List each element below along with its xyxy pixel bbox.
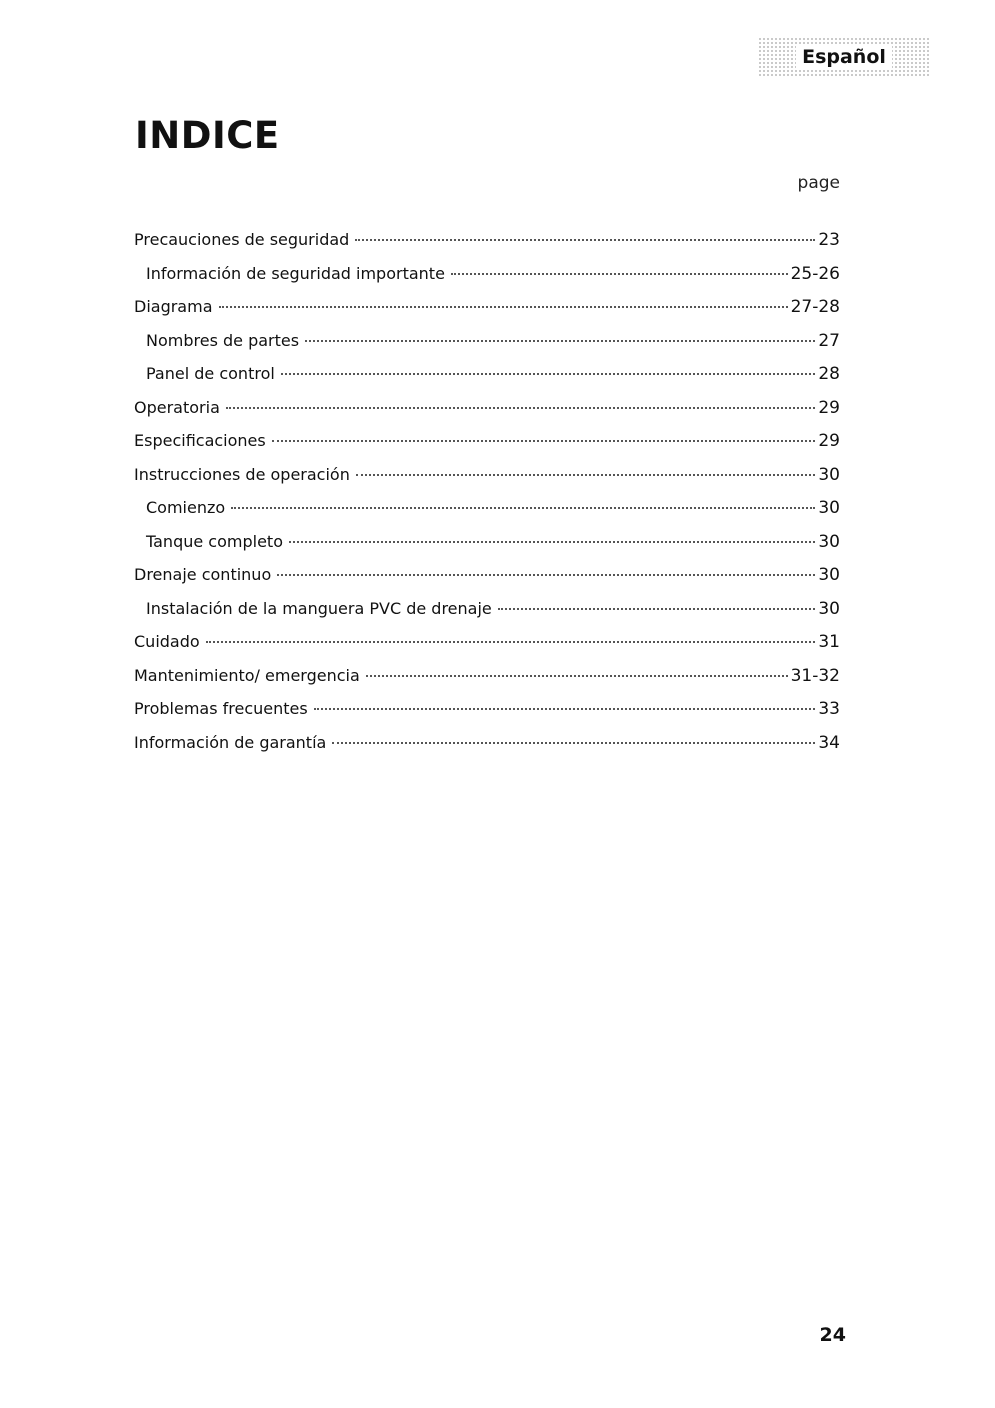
dot-leader <box>366 675 788 677</box>
toc-entry-page: 27 <box>818 330 840 351</box>
toc-entry <box>134 458 840 492</box>
toc-entry-page: 23 <box>818 230 840 250</box>
toc-entry-page: 29 <box>818 397 840 418</box>
toc-entry-label: Mantenimiento/ emergencia <box>134 665 360 685</box>
language-label: Español <box>796 44 892 70</box>
toc-entry <box>134 558 840 592</box>
dot-leader <box>289 541 815 543</box>
toc-entry <box>134 659 840 693</box>
toc-entry <box>134 223 840 257</box>
toc-entry-page: 33 <box>818 699 840 719</box>
toc-entry-page: 27-28 <box>790 297 840 317</box>
dot-leader <box>356 474 816 476</box>
toc-entry <box>134 357 840 391</box>
dot-leader <box>219 306 788 308</box>
toc-entry-label: Tanque completo <box>146 531 283 551</box>
dot-leader <box>231 507 815 509</box>
toc-entry-page: 30 <box>818 565 840 585</box>
toc-entry-page: 34 <box>818 732 840 753</box>
toc-entry-label: Drenaje continuo <box>134 565 272 584</box>
toc-entry-label: Información de garantía <box>134 732 327 752</box>
language-tab <box>758 37 930 77</box>
page-column-header: page <box>797 173 840 193</box>
toc-entry-label: Especificaciones <box>134 431 266 450</box>
dot-leader <box>277 574 815 576</box>
toc-entry-page: 29 <box>818 431 840 451</box>
toc-entry-page: 28 <box>818 364 840 384</box>
toc-entry-label: Cuidado <box>134 632 200 651</box>
toc-entry-page: 30 <box>818 598 840 619</box>
dot-leader <box>451 273 788 275</box>
page-number: 24 <box>819 1324 846 1346</box>
toc-entry-page: 30 <box>818 531 840 552</box>
dot-leader <box>281 373 816 375</box>
toc-entry-label: Problemas frecuentes <box>134 699 308 718</box>
dot-leader <box>332 742 815 744</box>
toc-entry-label: Operatoria <box>134 397 220 417</box>
toc-entry <box>134 525 840 559</box>
dot-leader <box>355 239 815 241</box>
toc-entry <box>134 491 840 525</box>
toc-entry-page: 30 <box>818 498 840 518</box>
toc-entry-page: 30 <box>818 464 840 485</box>
toc-entry-page: 31 <box>818 632 840 652</box>
toc-entry <box>134 424 840 458</box>
toc-entry-label: Instalación de la manguera PVC de drenaje <box>146 598 492 618</box>
table-of-contents <box>134 223 840 759</box>
toc-entry-label: Nombres de partes <box>146 330 300 350</box>
page-title: INDICE <box>135 114 280 157</box>
dot-leader <box>314 708 816 710</box>
toc-entry-label: Panel de control <box>146 364 275 383</box>
toc-entry-page: 25-26 <box>790 263 840 284</box>
toc-entry-label: Instrucciones de operación <box>134 464 350 484</box>
toc-entry <box>134 592 840 626</box>
toc-entry <box>134 290 840 324</box>
toc-entry-label: Comienzo <box>146 498 226 517</box>
toc-entry-label: Precauciones de seguridad <box>134 230 350 249</box>
dot-leader <box>226 407 815 409</box>
dot-leader <box>305 340 815 342</box>
toc-entry <box>134 625 840 659</box>
toc-entry-label: Información de seguridad importante <box>146 263 445 283</box>
toc-entry <box>134 257 840 291</box>
toc-entry <box>134 692 840 726</box>
dot-leader <box>272 440 816 442</box>
dot-leader <box>498 608 816 610</box>
toc-entry-page: 31-32 <box>790 665 840 686</box>
dot-leader <box>206 641 816 643</box>
toc-entry <box>134 391 840 425</box>
toc-entry-label: Diagrama <box>134 297 213 316</box>
toc-entry <box>134 726 840 760</box>
toc-entry <box>134 324 840 358</box>
